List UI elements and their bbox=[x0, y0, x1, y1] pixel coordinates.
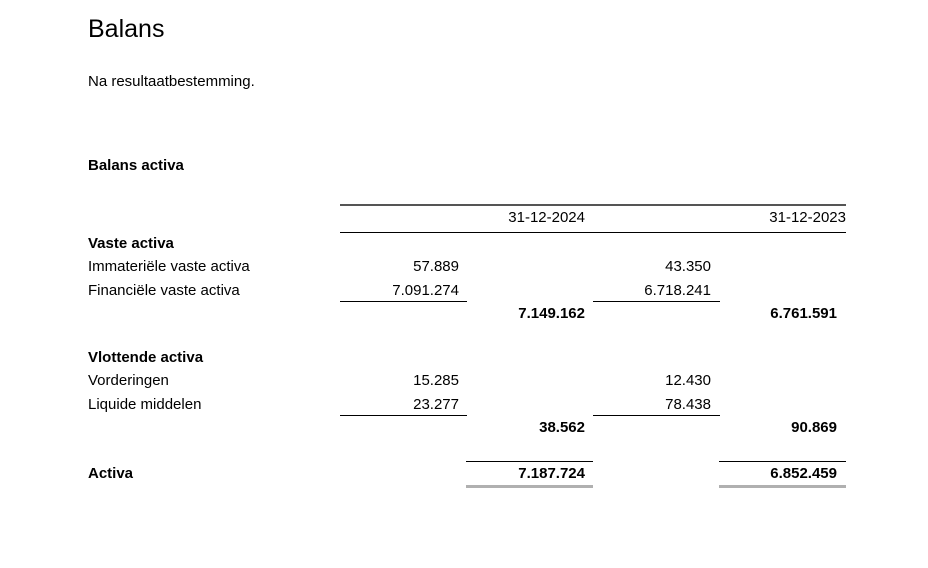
row-value-immateriele-current: 57.889 bbox=[413, 258, 459, 275]
subtotal-rule-vlottende-current bbox=[340, 415, 467, 416]
row-label-financiele: Financiële vaste activa bbox=[88, 282, 240, 299]
page-title: Balans bbox=[88, 15, 165, 43]
vlottende-activa-total-previous: 90.869 bbox=[791, 419, 837, 436]
column-header-current: 31-12-2024 bbox=[508, 209, 585, 226]
row-label-liquide-middelen: Liquide middelen bbox=[88, 396, 202, 413]
column-header-previous: 31-12-2023 bbox=[769, 209, 846, 226]
row-value-financiele-current: 7.091.274 bbox=[392, 282, 459, 299]
vaste-activa-total-previous: 6.761.591 bbox=[770, 305, 837, 322]
page-subtitle: Na resultaatbestemming. bbox=[88, 73, 255, 90]
row-value-vorderingen-current: 15.285 bbox=[413, 372, 459, 389]
row-value-financiele-previous: 6.718.241 bbox=[644, 282, 711, 299]
vaste-activa-total-current: 7.149.162 bbox=[518, 305, 585, 322]
subtotal-rule-vaste-previous bbox=[593, 301, 720, 302]
activa-total-label: Activa bbox=[88, 465, 134, 482]
row-value-vorderingen-previous: 12.430 bbox=[665, 372, 711, 389]
activa-total-current: 7.187.724 bbox=[518, 465, 585, 482]
row-value-immateriele-previous: 43.350 bbox=[665, 258, 711, 275]
grand-total-bottom-rule-previous bbox=[719, 485, 846, 488]
vaste-activa-heading: Vaste activa bbox=[88, 235, 174, 252]
vlottende-activa-heading: Vlottende activa bbox=[88, 349, 204, 366]
table-top-rule bbox=[340, 204, 846, 206]
row-label-immateriele: Immateriële vaste activa bbox=[88, 258, 250, 275]
activa-total-previous: 6.852.459 bbox=[770, 465, 837, 482]
grand-total-top-rule-previous bbox=[719, 461, 846, 462]
table-header-rule bbox=[340, 232, 846, 233]
grand-total-bottom-rule-current bbox=[466, 485, 593, 488]
grand-total-top-rule-current bbox=[466, 461, 593, 462]
section-title: Balans activa bbox=[88, 157, 184, 174]
vlottende-activa-total-current: 38.562 bbox=[539, 419, 585, 436]
row-value-liquide-middelen-current: 23.277 bbox=[413, 396, 459, 413]
row-value-liquide-middelen-previous: 78.438 bbox=[665, 396, 711, 413]
subtotal-rule-vlottende-previous bbox=[593, 415, 720, 416]
row-label-vorderingen: Vorderingen bbox=[88, 372, 169, 389]
subtotal-rule-vaste-current bbox=[340, 301, 467, 302]
